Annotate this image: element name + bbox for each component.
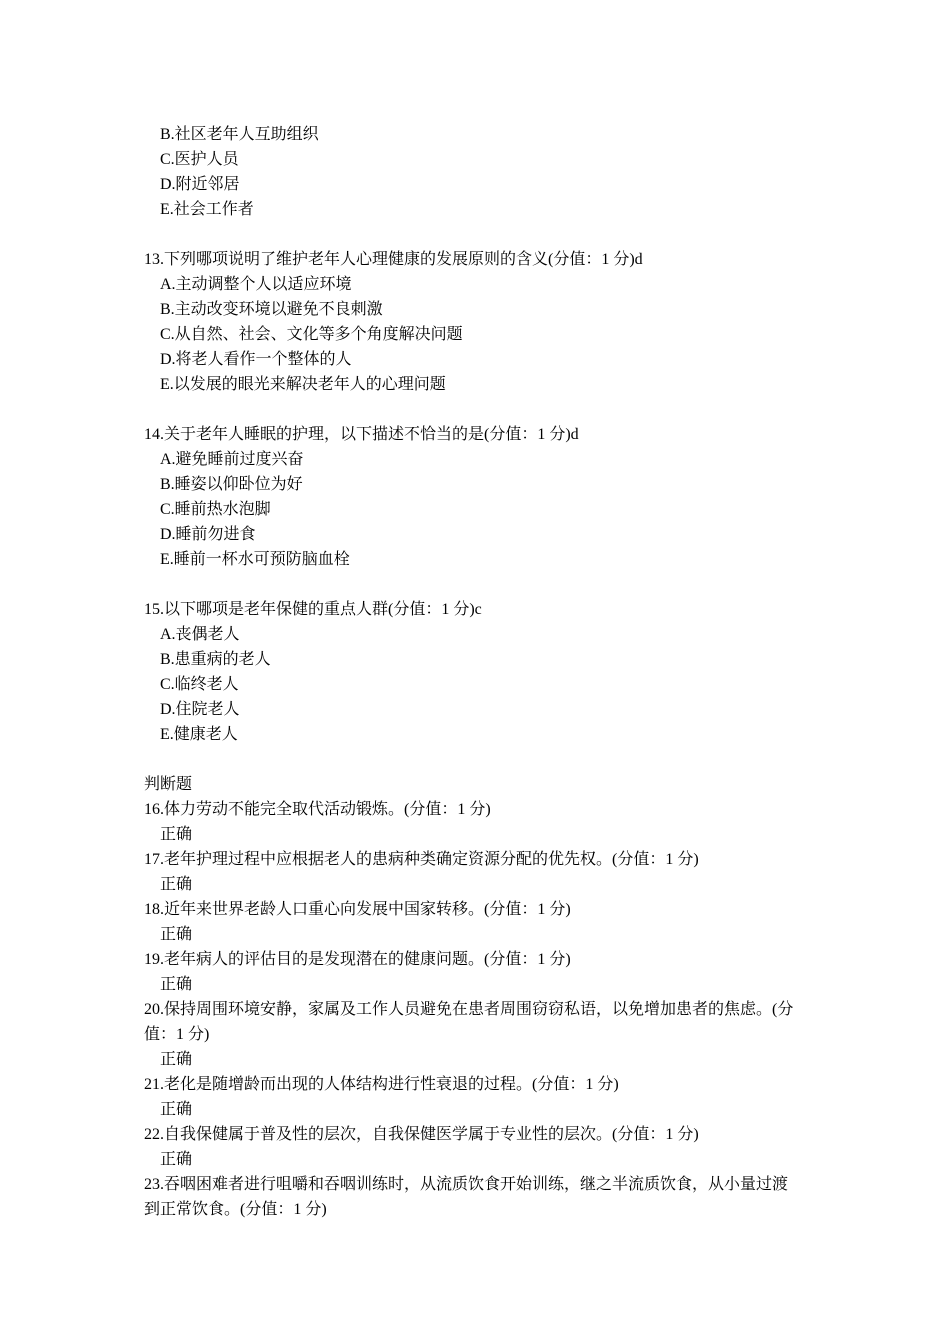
question-text: 13.下列哪项说明了维护老年人心理健康的发展原则的含义(分值：1 分)d bbox=[144, 251, 643, 268]
question-12-options bbox=[144, 122, 814, 222]
document-page bbox=[144, 122, 814, 1222]
option-d: D.附近邻居 bbox=[160, 176, 240, 193]
option-d: D.睡前勿进食 bbox=[160, 526, 256, 543]
section-title: 判断题 bbox=[144, 776, 193, 793]
option-c: C.临终老人 bbox=[160, 676, 239, 693]
question-text: 15.以下哪项是老年保健的重点人群(分值：1 分)c bbox=[144, 601, 482, 618]
option-b: B.睡姿以仰卧位为好 bbox=[160, 476, 303, 493]
question-21 bbox=[144, 1072, 814, 1122]
question-text-line-2: 值：1 分) bbox=[144, 1026, 210, 1043]
spacer bbox=[144, 572, 814, 597]
answer-text: 正确 bbox=[160, 1101, 193, 1118]
option-e: E.社会工作者 bbox=[160, 201, 254, 218]
option-a: A.主动调整个人以适应环境 bbox=[160, 276, 352, 293]
question-text-line-1: 20.保持周围环境安静，家属及工作人员避免在患者周围窃窃私语，以免增加患者的焦虑。(分 bbox=[144, 1001, 794, 1018]
question-16 bbox=[144, 797, 814, 847]
spacer bbox=[144, 397, 814, 422]
option-b: B.主动改变环境以避免不良刺激 bbox=[160, 301, 383, 318]
question-text-line-1: 23.吞咽困难者进行咀嚼和吞咽训练时，从流质饮食开始训练，继之半流质饮食，从小量过渡 bbox=[144, 1176, 789, 1193]
question-14 bbox=[144, 422, 814, 572]
question-text: 22.自我保健属于普及性的层次，自我保健医学属于专业性的层次。(分值：1 分) bbox=[144, 1126, 699, 1143]
question-13 bbox=[144, 247, 814, 397]
answer-text: 正确 bbox=[160, 876, 193, 893]
option-a: A.丧偶老人 bbox=[160, 626, 240, 643]
option-a: A.避免睡前过度兴奋 bbox=[160, 451, 304, 468]
question-20 bbox=[144, 997, 814, 1072]
question-15 bbox=[144, 597, 814, 747]
question-18 bbox=[144, 897, 814, 947]
question-text: 16.体力劳动不能完全取代活动锻炼。(分值：1 分) bbox=[144, 801, 491, 818]
spacer bbox=[144, 222, 814, 247]
option-d: D.将老人看作一个整体的人 bbox=[160, 351, 352, 368]
question-23 bbox=[144, 1172, 814, 1222]
option-b: B.社区老年人互助组织 bbox=[160, 126, 319, 143]
question-text: 21.老化是随增龄而出现的人体结构进行性衰退的过程。(分值：1 分) bbox=[144, 1076, 619, 1093]
question-text: 14.关于老年人睡眠的护理，以下描述不恰当的是(分值：1 分)d bbox=[144, 426, 579, 443]
option-e: E.健康老人 bbox=[160, 726, 238, 743]
answer-text: 正确 bbox=[160, 926, 193, 943]
option-e: E.睡前一杯水可预防脑血栓 bbox=[160, 551, 350, 568]
option-c: C.医护人员 bbox=[160, 151, 239, 168]
option-b: B.患重病的老人 bbox=[160, 651, 271, 668]
question-17 bbox=[144, 847, 814, 897]
question-text-line-2: 到正常饮食。(分值：1 分) bbox=[144, 1201, 327, 1218]
answer-text: 正确 bbox=[160, 1051, 193, 1068]
answer-text: 正确 bbox=[160, 826, 193, 843]
option-c: C.睡前热水泡脚 bbox=[160, 501, 271, 518]
answer-text: 正确 bbox=[160, 1151, 193, 1168]
question-text: 17.老年护理过程中应根据老人的患病种类确定资源分配的优先权。(分值：1 分) bbox=[144, 851, 699, 868]
option-c: C.从自然、社会、文化等多个角度解决问题 bbox=[160, 326, 463, 343]
question-text: 18.近年来世界老龄人口重心向发展中国家转移。(分值：1 分) bbox=[144, 901, 571, 918]
option-d: D.住院老人 bbox=[160, 701, 240, 718]
question-19 bbox=[144, 947, 814, 997]
question-22 bbox=[144, 1122, 814, 1172]
answer-text: 正确 bbox=[160, 976, 193, 993]
option-e: E.以发展的眼光来解决老年人的心理问题 bbox=[160, 376, 446, 393]
spacer bbox=[144, 747, 814, 772]
judgment-section bbox=[144, 772, 814, 1222]
question-text: 19.老年病人的评估目的是发现潜在的健康问题。(分值：1 分) bbox=[144, 951, 571, 968]
